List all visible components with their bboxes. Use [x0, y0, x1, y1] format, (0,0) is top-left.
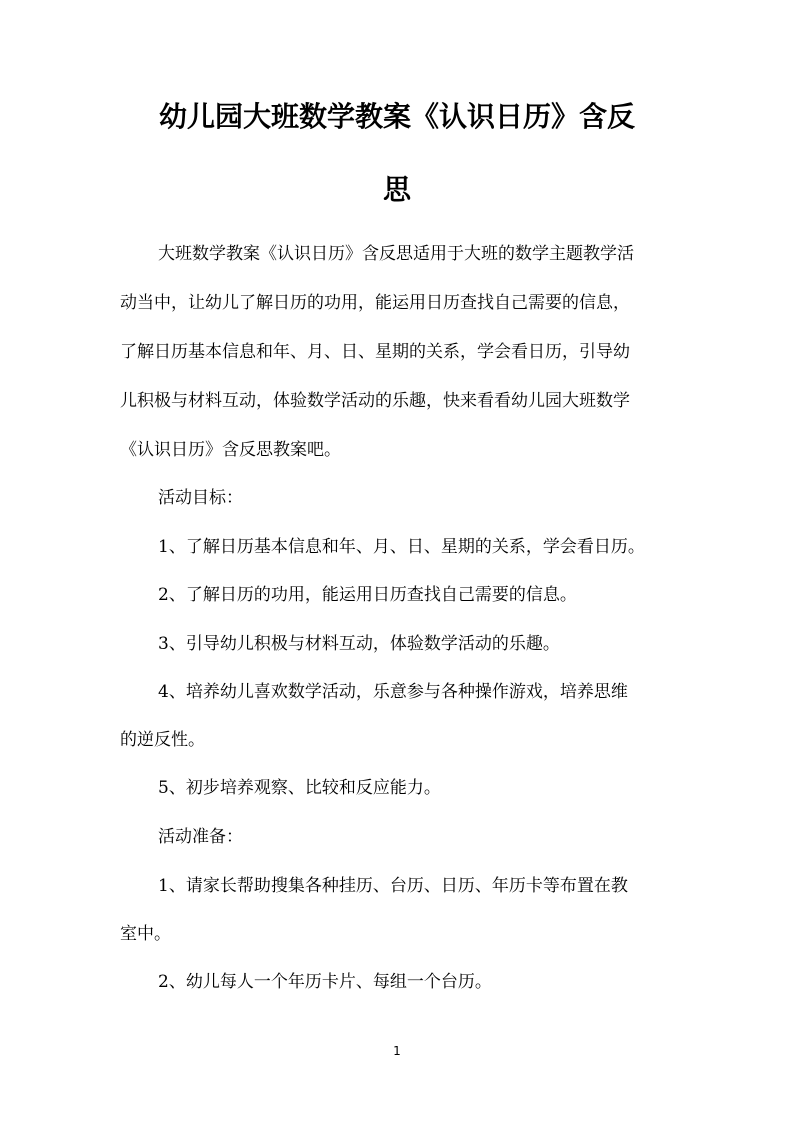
prep-item: 1、请家长帮助搜集各种挂历、台历、日历、年历卡等布置在教	[158, 876, 628, 896]
intro-line: 大班数学教案《认识日历》含反思适用于大班的数学主题教学活	[158, 244, 634, 264]
document-title-line-1: 幼儿园大班数学教案《认识日历》含反	[158, 100, 635, 133]
document-title-line-2: 思	[382, 173, 411, 206]
goal-item: 5、初步培养观察、比较和反应能力。	[158, 778, 441, 798]
goal-item: 3、引导幼儿积极与材料互动，体验数学活动的乐趣。	[158, 634, 560, 654]
intro-line: 《认识日历》含反思教案吧。	[120, 440, 341, 460]
prep-item: 2、幼儿每人一个年历卡片、每组一个台历。	[158, 972, 492, 992]
goal-item: 1、了解日历基本信息和年、月、日、星期的关系，学会看日历。	[158, 537, 645, 557]
goal-item: 4、培养幼儿喜欢数学活动，乐意参与各种操作游戏，培养思维	[158, 682, 628, 702]
page-number: 1	[393, 1044, 401, 1058]
goals-heading: 活动目标：	[158, 488, 243, 508]
intro-line: 了解日历基本信息和年、月、日、星期的关系，学会看日历，引导幼	[120, 342, 630, 362]
goal-item: 2、了解日历的功用，能运用日历查找自己需要的信息。	[158, 585, 577, 605]
prep-item-continuation: 室中。	[120, 924, 171, 944]
prep-heading: 活动准备：	[158, 827, 243, 847]
goal-item-continuation: 的逆反性。	[120, 730, 205, 750]
intro-line: 动当中，让幼儿了解日历的功用，能运用日历查找自己需要的信息，	[120, 293, 630, 313]
intro-line: 儿积极与材料互动，体验数学活动的乐趣，快来看看幼儿园大班数学	[120, 391, 630, 411]
